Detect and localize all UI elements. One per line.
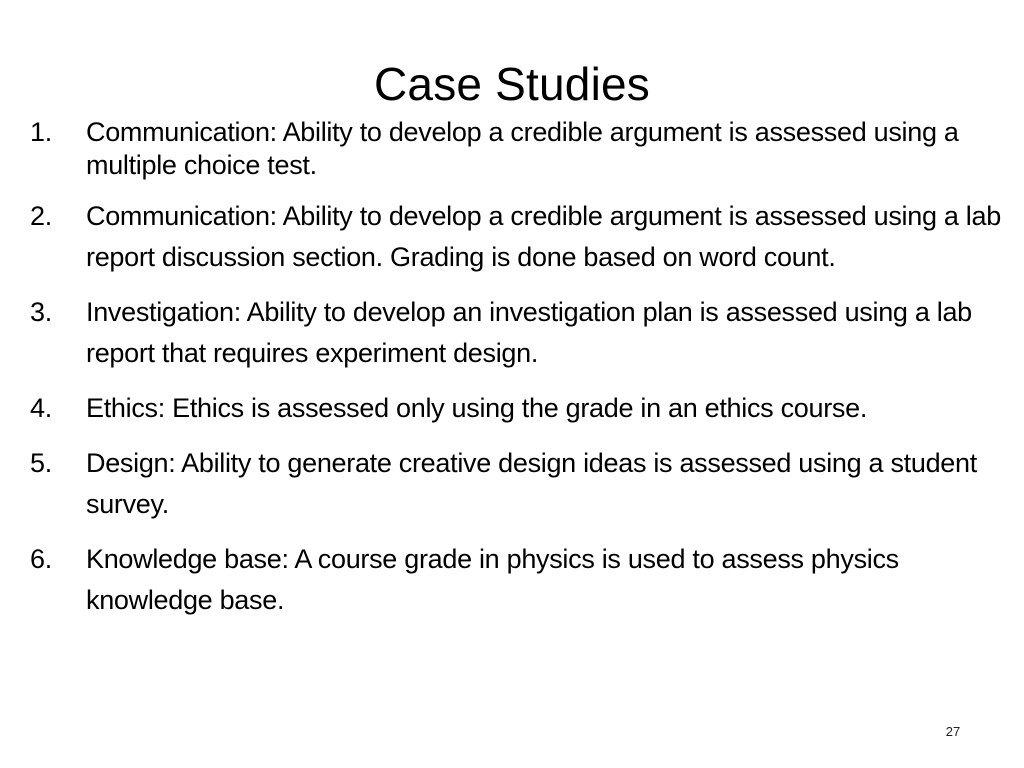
list-item-5 [30, 443, 1015, 525]
list-item-number: 1. [30, 117, 52, 147]
list-item-number: 6. [30, 544, 52, 574]
slide-title: Case Studies [374, 57, 650, 110]
list-item-text: Knowledge base: A course grade in physics is used to assess physics knowledge base. [86, 544, 899, 615]
list-spacer [30, 525, 1015, 539]
list-spacer [30, 278, 1015, 292]
list-item-number: 2. [30, 201, 52, 231]
list-item-text: Design: Ability to generate creative design ideas is assessed using a student survey. [86, 448, 977, 519]
list-item-4 [30, 388, 1015, 429]
list-item-text: Communication: Ability to develop a credible argument is assessed using a lab report discussion section. Grading is done based on word count. [86, 201, 1001, 272]
case-studies-list [30, 116, 1015, 621]
list-item-text: Ethics: Ethics is assessed only using the grade in an ethics course. [86, 393, 868, 423]
list-item-6 [30, 539, 1015, 621]
list-item-1 [30, 116, 1015, 182]
list-spacer [30, 429, 1015, 443]
list-item-number: 4. [30, 393, 52, 423]
list-item-number: 3. [30, 297, 52, 327]
page-number: 27 [945, 724, 961, 739]
list-item-text: Communication: Ability to develop a credible argument is assessed using a multiple choice test. [86, 117, 959, 180]
list-item-3 [30, 292, 1015, 374]
list-item-text: Investigation: Ability to develop an investigation plan is assessed using a lab report that requires experiment design. [86, 297, 972, 368]
list-spacer [30, 182, 1015, 196]
list-spacer [30, 374, 1015, 388]
list-item-2 [30, 196, 1015, 278]
list-item-number: 5. [30, 448, 52, 478]
